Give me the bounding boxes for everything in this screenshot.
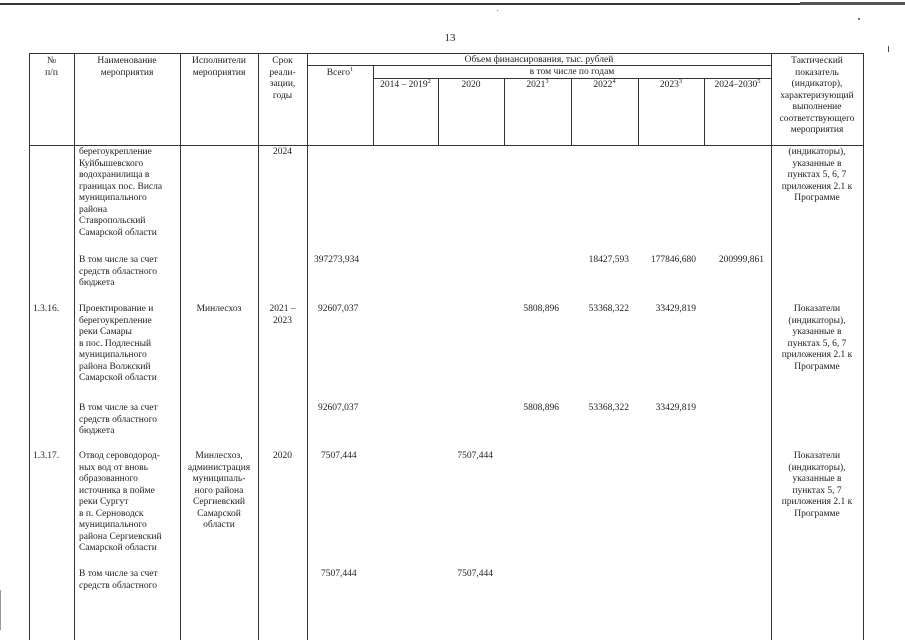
- row-indicator: Показатели (индикаторы), указанные в пунктах 5, 6, 7 приложения 2.1 к Программе: [781, 304, 853, 372]
- row-2023: 33429,819: [655, 403, 696, 413]
- row-total: 397273,934: [314, 255, 360, 265]
- row-indicator: (индикаторы), указанные в пунктах 5, 6, 7 приложения 2.1 к Программе: [781, 147, 853, 203]
- scan-speck: [858, 18, 860, 20]
- row-2020: 7507,444: [457, 569, 493, 579]
- header-executors: Исполнители мероприятия: [192, 56, 246, 78]
- header-total: Всего$^1$: [326, 65, 354, 78]
- row-2022: 18427,593: [588, 255, 629, 265]
- row-name: В том числе за счет средств областного бюджета: [79, 403, 158, 436]
- row-name: Проектирование и берегоукрепление реки Самары в пос. Подлесный муниципального района Волжский Самарской области: [79, 304, 157, 383]
- page-number: 13: [444, 32, 456, 44]
- top-border-line-right: [800, 2, 905, 5]
- row-2022: 53368,322: [588, 403, 629, 413]
- row-term: 2021 – 2023: [269, 304, 296, 326]
- row-2021: 5808,896: [523, 403, 559, 413]
- header-name: Наименование мероприятия: [97, 56, 157, 78]
- header-year-2022: 2022$^4$: [593, 77, 616, 90]
- header-funding-group: Объем финансирования, тыс. рублей: [464, 55, 614, 65]
- row-total: 7507,444: [321, 451, 357, 461]
- row-name: Отвод сероводород- ных вод от вновь образованного источника в пойме реки Сургут в п. Серноводск муниципального района Сергиевский Самарской области: [79, 451, 162, 553]
- row-executors: Минлесхоз, администрация муниципаль- ного района Сергиевский Самарской области: [187, 451, 251, 530]
- row-term: 2020: [273, 451, 292, 461]
- header-year-2020: 2020: [461, 80, 481, 90]
- row-indicator: Показатели (индикаторы), указанные в пунктах 5, 7 приложения 2.1 к Программе: [781, 451, 853, 519]
- row-name: берегоукрепление Куйбышевского водохранилища в границах пос. Висла муниципального района Ставропольский Самарской области: [79, 147, 163, 238]
- row-total: 92607,037: [318, 403, 359, 413]
- row-2024-2030: 200999,861: [718, 255, 764, 265]
- header-year-2024-2030: 2024–2030$^5$: [714, 77, 761, 90]
- row-executors: Минлесхоз: [196, 304, 242, 314]
- row-name: В том числе за счет средств областного бюджета: [79, 255, 158, 288]
- row-num: 1.3.17.: [33, 451, 60, 461]
- row-total: 92607,037: [318, 304, 359, 314]
- row-num: 1.3.16.: [33, 304, 60, 314]
- row-2023: 177846,680: [650, 255, 696, 265]
- row-2023: 33429,819: [655, 304, 696, 314]
- row-name: В том числе за счет средств областного: [79, 569, 158, 591]
- header-indicator: Тактический показатель (индикатор), характеризующий выполнение соответствующего мероприятия: [779, 56, 855, 135]
- header-year-2023: 2023$^3$: [659, 77, 683, 90]
- header-term: Срок реали- зации, годы: [269, 56, 296, 101]
- scan-speck: [497, 10, 498, 11]
- top-border-line: [0, 3, 905, 5]
- header-year-2021: 2021$^3$: [526, 77, 549, 90]
- header-num: № п/п: [45, 56, 58, 78]
- header-year-2014-2019: 2014 – 2019$^2$: [380, 77, 431, 90]
- scan-margin-mark: [0, 590, 1, 630]
- row-2021: 5808,896: [523, 304, 559, 314]
- row-2022: 53368,322: [588, 304, 629, 314]
- header-by-years: в том числе по годам: [529, 67, 615, 77]
- row-total: 7507,444: [321, 569, 357, 579]
- row-term: 2024: [273, 147, 292, 157]
- scan-speck: [888, 46, 889, 52]
- row-2020: 7507,444: [457, 451, 493, 461]
